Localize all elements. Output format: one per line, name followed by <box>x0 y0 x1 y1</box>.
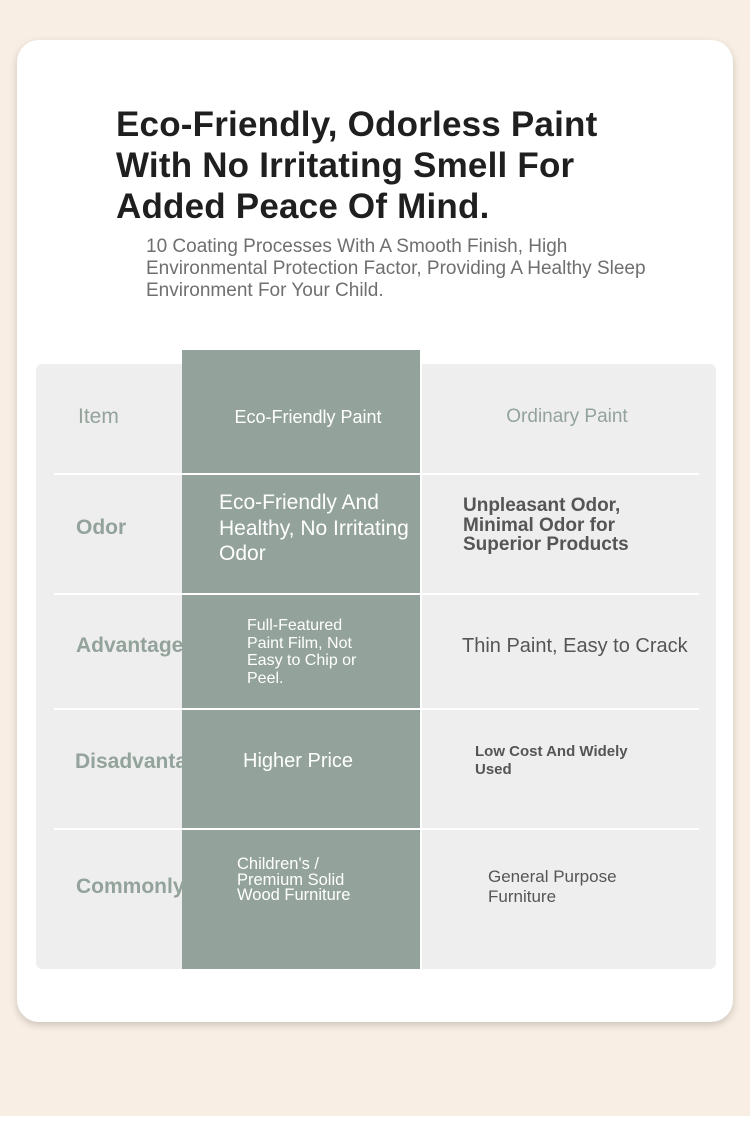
row-label-commonly-uses: Commonly Uses <box>76 875 241 898</box>
eco-commonly-uses-value: Children's / Premium Solid Wood Furniture <box>237 855 351 904</box>
row-divider <box>54 473 699 475</box>
row-divider <box>54 828 699 830</box>
row-divider <box>54 593 699 595</box>
page-bottom-band <box>0 1116 750 1122</box>
row-divider <box>54 708 699 710</box>
eco-disadvantages-value: Higher Price <box>243 750 354 772</box>
row-label-odor: Odor <box>76 516 127 539</box>
header-ordinary-paint: Ordinary Paint <box>506 406 628 427</box>
page-title: Eco-Friendly, Odorless Paint With No Irritating Smell For Added Peace Of Mind. <box>116 105 598 226</box>
row-label-advantages: Advantages <box>76 634 196 657</box>
ordinary-commonly-uses-value: General Purpose Furniture <box>488 867 617 906</box>
page-subtitle: 10 Coating Processes With A Smooth Finish, High Environmental Protection Factor, Providing A Healthy Sleep Environment For Your Child. <box>146 236 646 301</box>
header-item-label: Item <box>78 405 119 428</box>
column-separator <box>420 364 422 969</box>
header-eco-paint: Eco-Friendly Paint <box>234 407 382 427</box>
ordinary-odor-value: Unpleasant Odor, Minimal Odor for Superior Products <box>463 495 629 555</box>
eco-advantages-value: Full-Featured Paint Film, Not Easy to Chip or Peel. <box>247 617 357 687</box>
ordinary-advantages-value: Thin Paint, Easy to Crack <box>462 635 688 657</box>
eco-odor-value: Eco-Friendly And Healthy, No Irritating Odor <box>219 491 409 565</box>
ordinary-disadvantages-value: Low Cost And Widely Used <box>475 743 628 778</box>
row-label-disadvantages: Disadvantages <box>75 750 224 773</box>
